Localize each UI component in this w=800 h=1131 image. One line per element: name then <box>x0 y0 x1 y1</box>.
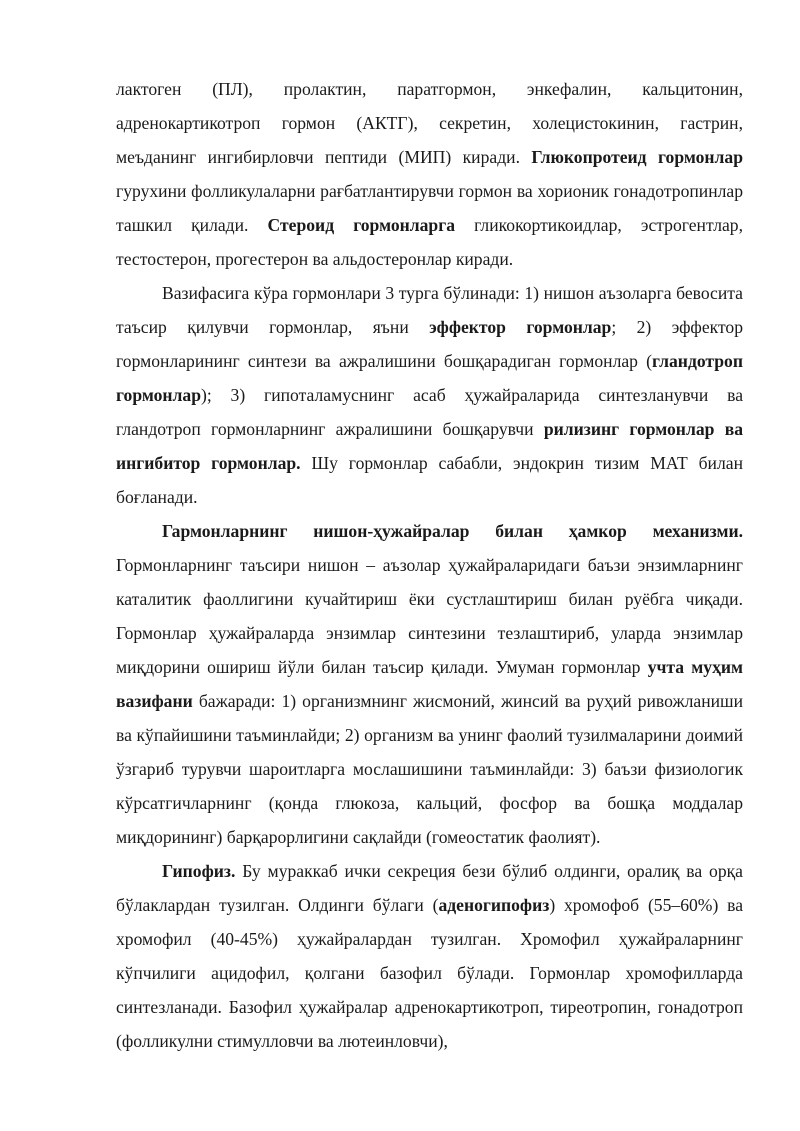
bold-text-run: Гипофиз. <box>162 861 236 881</box>
text-run: лактоген (ПЛ), пролактин, паратгормон, энкефалин, кальцитонин, адренокартикотроп гормон (АКТГ), секретин, холецистокинин, гастрин, меъданинг ингибирловчи пептиди (МИП) киради. <box>116 79 743 167</box>
text-run: Бу мураккаб ички секреция бези бўлиб олдинги, оралиқ ва орқа бўлаклардан тузилган. Олдинги бўлаги ( <box>116 861 743 915</box>
bold-text-run: гландотроп гормонлар <box>116 351 743 405</box>
text-run: гликокортикоидлар, эстрогентлар, тестостерон, прогестерон ва альдостеронлар киради. <box>116 215 744 269</box>
paragraph <box>116 854 743 1058</box>
paragraph <box>116 72 743 276</box>
text-run: бажаради: 1) организмнинг жисмоний, жинсий ва руҳий ривожланиши ва кўпайишини таъминлайди; 2) организм ва унинг фаолий тузилмаларини доимий ўзгариб турувчи шароитларга мослашишини таъминлайди: 3) баъзи физиологик кўрсатгичларнинг (қонда глюкоза, кальций, фосфор ва бошқа моддалар миқдорининг) барқарорлигини сақлайди (гомеостатик фаолият). <box>116 691 743 847</box>
text-run: гурухини фолликулаларни рағбатлантирувчи гормон ва хорионик гонадотропинлар ташкил қилади. <box>116 181 743 235</box>
text-run: Вазифасига кўра гормонлари 3 турга бўлинади: 1) нишон аъзоларга бевосита таъсир қилувчи гормонлар, яъни <box>116 283 743 337</box>
bold-text-run: эффектор гормонлар <box>429 317 612 337</box>
paragraph <box>116 276 743 514</box>
bold-text-run: Гармонларнинг нишон-ҳужайралар билан ҳамкор механизми. <box>162 521 743 541</box>
bold-text-run: аденогипофиз <box>438 895 550 915</box>
document-page <box>116 72 743 1058</box>
text-run: ); 3) гипоталамуснинг асаб ҳужайраларида синтезланувчи ва гландотроп гормонларнинг ажралишини бошқарувчи <box>116 385 743 439</box>
bold-text-run: учта муҳим вазифани <box>116 657 743 711</box>
text-run: ; 2) эффектор гормонларининг синтези ва ажралишини бошқарадиган гормонлар ( <box>116 317 744 371</box>
bold-text-run: Стероид гормонларга <box>267 215 455 235</box>
text-run: ) хромофоб (55–60%) ва хромофил (40-45%) ҳужайралардан тузилган. Хромофил ҳужайраларнинг кўпчилиги ацидофил, қолгани базофил бўлади. Гормонлар хромофилларда синтезланади. Базофил ҳужайралар адренокартикотроп, тиреотропин, гонадотроп (фолликулни стимулловчи ва лютеинловчи), <box>116 895 743 1051</box>
bold-text-run: рилизинг гормонлар ва ингибитор гормонлар. <box>116 419 743 473</box>
text-run: Гормонларнинг таъсири нишон – аъзолар ҳужайраларидаги баъзи энзимларнинг каталитик фаоллигини кучайтириш ёки сустлаштириш билан руёбга чиқади. Гормонлар ҳужайраларда энзимлар синтезини тезлаштириб, уларда энзимлар миқдорини ошириш йўли билан таъсир қилади. Умуман гормонлар <box>116 555 743 677</box>
paragraph <box>116 514 743 854</box>
bold-text-run: Глюкопротеид гормонлар <box>531 147 743 167</box>
text-run: Шу гормонлар сабабли, эндокрин тизим МАТ билан боғланади. <box>116 453 743 507</box>
